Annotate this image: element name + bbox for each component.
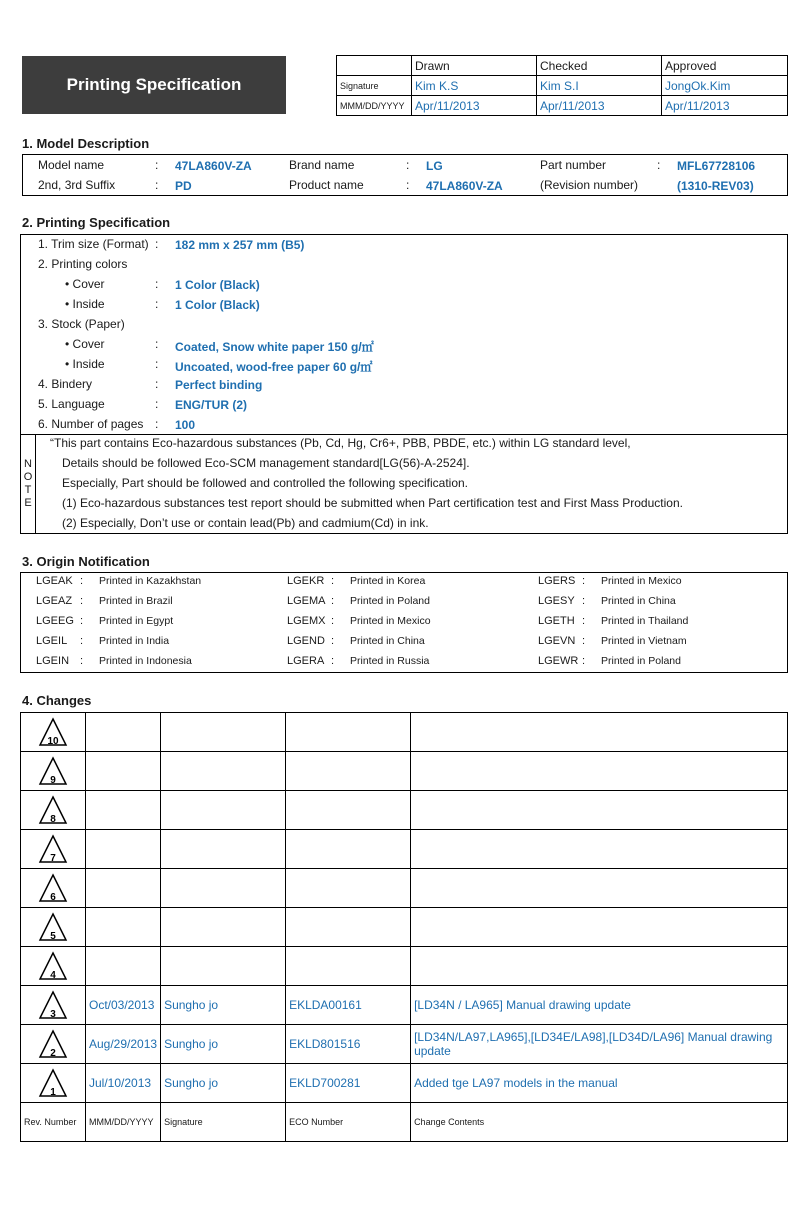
change-contents: [LD34N / LA965] Manual drawing update bbox=[411, 986, 788, 1025]
origin-country: Printed in China bbox=[350, 635, 425, 647]
spec-value: 1 Color (Black) bbox=[175, 298, 260, 312]
revision-number: 4 bbox=[50, 970, 56, 981]
spec-label: 3. Stock (Paper) bbox=[38, 317, 125, 331]
change-date: Aug/29/2013 bbox=[86, 1025, 161, 1064]
change-contents: [LD34N/LA97,LA965],[LD34E/LA98],[LD34D/LA96] Manual drawing update bbox=[411, 1025, 788, 1064]
origin-code: LGEMX bbox=[287, 615, 326, 627]
origin-code: LGERA bbox=[287, 655, 325, 667]
change-date bbox=[86, 791, 161, 830]
change-signature: Sungho jo bbox=[161, 986, 286, 1025]
origin-country: Printed in Egypt bbox=[99, 615, 174, 627]
brand-value: LG bbox=[426, 159, 443, 173]
change-contents: Added tge LA97 models in the manual bbox=[411, 1064, 788, 1103]
change-eco bbox=[286, 752, 411, 791]
note-line-3: Especially, Part should be followed and controlled the following specification. bbox=[62, 476, 469, 490]
change-row bbox=[21, 947, 788, 986]
change-eco bbox=[286, 830, 411, 869]
change-signature bbox=[161, 908, 286, 947]
revision-triangle-icon bbox=[38, 951, 68, 981]
change-row bbox=[21, 1025, 788, 1064]
change-signature bbox=[161, 791, 286, 830]
spec-label: 1. Trim size (Format) bbox=[38, 237, 149, 251]
revision-number: 10 bbox=[47, 736, 59, 747]
change-row bbox=[21, 1064, 788, 1103]
spec-label: 6. Number of pages bbox=[38, 417, 144, 431]
origin-heading: 3. Origin Notification bbox=[22, 554, 150, 569]
signature-label: Signature bbox=[337, 76, 412, 96]
change-contents bbox=[411, 830, 788, 869]
spec-value: Perfect binding bbox=[175, 378, 263, 392]
change-date bbox=[86, 947, 161, 986]
origin-code: LGEAZ bbox=[36, 595, 73, 607]
spec-label: • Cover bbox=[65, 337, 105, 351]
origin-country: Printed in Poland bbox=[350, 595, 430, 607]
change-row bbox=[21, 791, 788, 830]
spec-value: 100 bbox=[175, 418, 196, 432]
revision-triangle-icon bbox=[38, 717, 68, 747]
spec-label: 4. Bindery bbox=[38, 377, 93, 391]
note-divider bbox=[21, 434, 787, 435]
change-eco bbox=[286, 713, 411, 752]
brand-label: Brand name bbox=[289, 158, 355, 172]
revision-number: 8 bbox=[50, 814, 56, 825]
change-date bbox=[86, 908, 161, 947]
change-contents bbox=[411, 752, 788, 791]
change-eco bbox=[286, 791, 411, 830]
change-row bbox=[21, 908, 788, 947]
model-box: Model name : 47LA860V-ZA Brand name : LG Part number : MFL67728106 2nd, 3rd Suffix : PD Product name : 47LA860V-ZA (Revision number) (1310-REV03) bbox=[22, 154, 788, 196]
note-line-4: (1) Eco-hazardous substances test report should be submitted when Part certification test and First Mass Production. bbox=[62, 496, 683, 510]
note-line-2: Details should be followed Eco-SCM management standard[LG(56)-A-2524]. bbox=[62, 456, 470, 470]
product-value: 47LA860V-ZA bbox=[426, 179, 503, 193]
origin-country: Printed in Vietnam bbox=[601, 635, 687, 647]
origin-code: LGEVN bbox=[538, 635, 576, 647]
changes-heading: 4. Changes bbox=[22, 693, 92, 708]
spec-label: • Inside bbox=[65, 357, 105, 371]
spec-label: 5. Language bbox=[38, 397, 105, 411]
approval-col-drawn: Drawn bbox=[412, 56, 537, 76]
revision-number: 1 bbox=[50, 1087, 56, 1098]
revision-number: 2 bbox=[50, 1048, 56, 1059]
revision-triangle-icon bbox=[38, 912, 68, 942]
spec-label: 2. Printing colors bbox=[38, 257, 128, 271]
spec-label: • Inside bbox=[65, 297, 105, 311]
revision-number: 3 bbox=[50, 1009, 56, 1020]
revision-number: 6 bbox=[50, 892, 56, 903]
change-eco: EKLD801516 bbox=[286, 1025, 411, 1064]
spec-value: 182 mm x 257 mm (B5) bbox=[175, 238, 305, 252]
origin-country: Printed in Poland bbox=[601, 655, 681, 667]
revision-triangle-icon bbox=[38, 1029, 68, 1059]
origin-code: LGESY bbox=[538, 595, 575, 607]
change-row bbox=[21, 986, 788, 1025]
revision-triangle-icon bbox=[38, 873, 68, 903]
product-label: Product name bbox=[289, 178, 364, 192]
spec-label: • Cover bbox=[65, 277, 105, 291]
change-row bbox=[21, 869, 788, 908]
origin-code: LGEEG bbox=[36, 615, 74, 627]
date-drawn: Apr/11/2013 bbox=[412, 96, 537, 116]
spec-value: Coated, Snow white paper 150 g/㎡ bbox=[175, 340, 374, 354]
revision-number: 7 bbox=[50, 853, 56, 864]
change-row bbox=[21, 752, 788, 791]
footer-rev: Rev. Number bbox=[21, 1103, 86, 1142]
note-letters: N O T E bbox=[21, 434, 36, 534]
origin-country: Printed in Russia bbox=[350, 655, 430, 667]
approval-table bbox=[336, 55, 788, 116]
signature-drawn: Kim K.S bbox=[412, 76, 537, 96]
origin-code: LGEAK bbox=[36, 575, 73, 587]
change-date bbox=[86, 869, 161, 908]
origin-country: Printed in Korea bbox=[350, 575, 426, 587]
revision-triangle-icon bbox=[38, 834, 68, 864]
origin-code: LGEWR bbox=[538, 655, 579, 667]
spec-value: Uncoated, wood-free paper 60 g/㎡ bbox=[175, 360, 373, 374]
footer-signature: Signature bbox=[161, 1103, 286, 1142]
origin-country: Printed in China bbox=[601, 595, 676, 607]
change-eco bbox=[286, 869, 411, 908]
change-contents bbox=[411, 869, 788, 908]
date-label: MMM/DD/YYYY bbox=[337, 96, 412, 116]
spec-value: ENG/TUR (2) bbox=[175, 398, 247, 412]
change-signature bbox=[161, 869, 286, 908]
origin-country: Printed in Kazakhstan bbox=[99, 575, 202, 587]
approval-col-checked: Checked bbox=[537, 56, 662, 76]
change-date bbox=[86, 830, 161, 869]
revision-label: (Revision number) bbox=[540, 178, 639, 192]
printing-box: 1. Trim size (Format) : 182 mm x 257 mm (B5) 2. Printing colors • Cover : 1 Color (Black) • Inside : 1 Color (Black) 3. Stock (Paper) • Cover : Coated, Snow white paper 150 g/㎡ • Inside : Uncoated, wood-free paper 60 g/㎡ 4. Bindery : Perfect binding 5. Language : ENG/TUR (2) 6. Number of pages : 100 bbox=[20, 234, 788, 534]
suffix-value: PD bbox=[175, 179, 192, 193]
origin-country: Printed in Indonesia bbox=[99, 655, 192, 667]
revision-triangle-icon bbox=[38, 1068, 68, 1098]
signature-checked: Kim S.I bbox=[537, 76, 662, 96]
change-signature bbox=[161, 713, 286, 752]
change-signature bbox=[161, 830, 286, 869]
origin-code: LGEIN bbox=[36, 655, 70, 667]
change-signature: Sungho jo bbox=[161, 1025, 286, 1064]
note-line-1: “This part contains Eco-hazardous substances (Pb, Cd, Hg, Cr6+, PBB, PBDE, etc.) within LG standard level, bbox=[50, 436, 631, 450]
change-eco: EKLD700281 bbox=[286, 1064, 411, 1103]
revision-triangle-icon bbox=[38, 990, 68, 1020]
origin-code: LGETH bbox=[538, 615, 575, 627]
change-date bbox=[86, 752, 161, 791]
origin-code: LGERS bbox=[538, 575, 576, 587]
change-contents bbox=[411, 713, 788, 752]
date-approved: Apr/11/2013 bbox=[662, 96, 788, 116]
revision-triangle-icon bbox=[38, 795, 68, 825]
signature-approved: JongOk.Kim bbox=[662, 76, 788, 96]
origin-country: Printed in Mexico bbox=[601, 575, 682, 587]
origin-country: Printed in Brazil bbox=[99, 595, 173, 607]
origin-box: LGEAK : Printed in Kazakhstan LGEKR : Printed in Korea LGERS : Printed in Mexico LGEAZ : Printed in Brazil LGEMA : Printed in Poland LGESY : Printed in China LGEEG : Printed in Egypt LGEMX : Printed in Mexico LGETH : Printed in Thailand LGEIL : Printed in India LGEND : Printed in China LGEVN : Printed in Vietnam LGEIN : Printed in Indonesia LGERA : Printed in Russia LGEWR : Printed in Poland bbox=[20, 572, 788, 673]
revision-triangle-icon bbox=[38, 756, 68, 786]
document-title: Printing Specification bbox=[22, 56, 286, 114]
change-signature bbox=[161, 947, 286, 986]
origin-code: LGEND bbox=[287, 635, 325, 647]
date-checked: Apr/11/2013 bbox=[537, 96, 662, 116]
footer-date: MMM/DD/YYYY bbox=[86, 1103, 161, 1142]
change-row bbox=[21, 713, 788, 752]
note-line-5: (2) Especially, Don’t use or contain lead(Pb) and cadmium(Cd) in ink. bbox=[62, 516, 429, 530]
change-row bbox=[21, 830, 788, 869]
origin-code: LGEMA bbox=[287, 595, 326, 607]
model-name-value: 47LA860V-ZA bbox=[175, 159, 252, 173]
approval-col-approved: Approved bbox=[662, 56, 788, 76]
origin-country: Printed in Mexico bbox=[350, 615, 431, 627]
change-date bbox=[86, 713, 161, 752]
revision-value: (1310-REV03) bbox=[677, 179, 754, 193]
suffix-label: 2nd, 3rd Suffix bbox=[38, 178, 116, 192]
revision-number: 9 bbox=[50, 775, 56, 786]
change-contents bbox=[411, 791, 788, 830]
change-eco: EKLDA00161 bbox=[286, 986, 411, 1025]
model-name-label: Model name bbox=[38, 158, 105, 172]
footer-eco: ECO Number bbox=[286, 1103, 411, 1142]
changes-table bbox=[20, 712, 788, 1142]
change-eco bbox=[286, 908, 411, 947]
part-label: Part number bbox=[540, 158, 607, 172]
spec-value: 1 Color (Black) bbox=[175, 278, 260, 292]
footer-contents: Change Contents bbox=[411, 1103, 788, 1142]
origin-code: LGEKR bbox=[287, 575, 325, 587]
change-signature: Sungho jo bbox=[161, 1064, 286, 1103]
model-heading: 1. Model Description bbox=[22, 136, 150, 151]
origin-country: Printed in India bbox=[99, 635, 170, 647]
change-date: Oct/03/2013 bbox=[86, 986, 161, 1025]
change-contents bbox=[411, 947, 788, 986]
change-signature bbox=[161, 752, 286, 791]
part-value: MFL67728106 bbox=[677, 159, 756, 173]
change-date: Jul/10/2013 bbox=[86, 1064, 161, 1103]
printing-heading: 2. Printing Specification bbox=[22, 215, 171, 230]
revision-number: 5 bbox=[50, 931, 56, 942]
change-contents bbox=[411, 908, 788, 947]
origin-code: LGEIL bbox=[36, 635, 68, 647]
change-eco bbox=[286, 947, 411, 986]
origin-country: Printed in Thailand bbox=[601, 615, 689, 627]
